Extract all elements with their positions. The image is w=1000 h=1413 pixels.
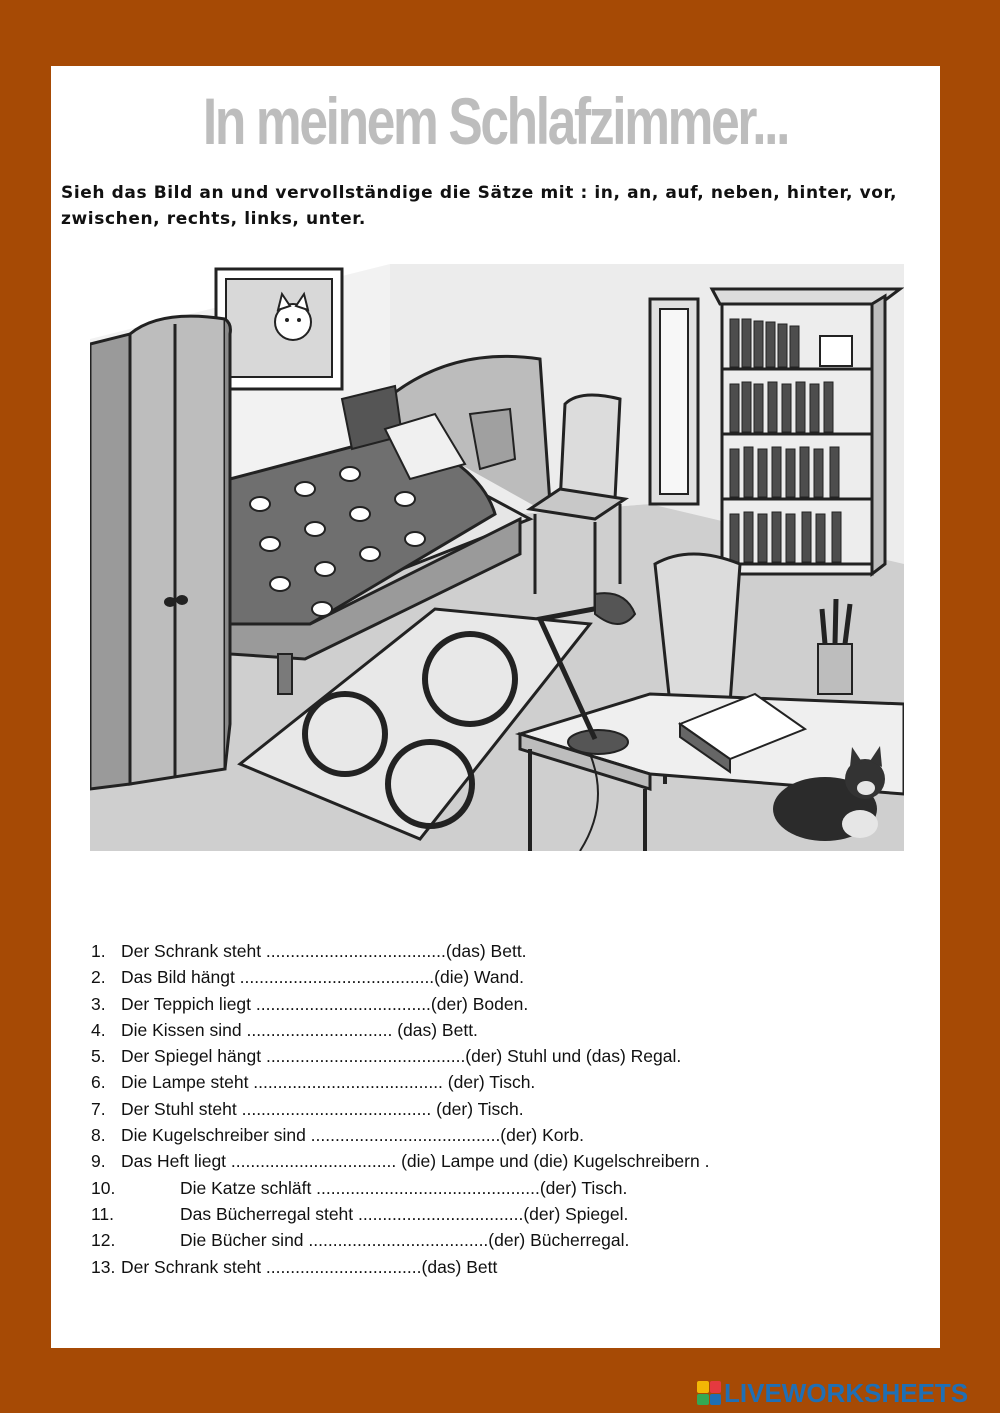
exercise-number: 3. <box>91 993 106 1014</box>
exercise-number: 10. <box>91 1177 116 1198</box>
exercise-sentence: Der Teppich liegt ....................................(der) Boden. <box>121 993 529 1014</box>
exercise-item <box>91 1201 911 1227</box>
exercise-number: 7. <box>91 1098 106 1119</box>
exercise-item <box>91 964 911 990</box>
exercise-sentence: Die Bücher sind .....................................(der) Bücherregal. <box>180 1230 630 1251</box>
brand-text: LIVEWORKSHEETS <box>724 1377 969 1408</box>
exercise-sentence: Der Schrank steht ................................(das) Bett <box>121 1256 498 1277</box>
exercise-item <box>91 1175 911 1201</box>
exercise-list <box>91 938 911 1280</box>
exercise-sentence: Die Katze schläft ..............................................(der) Tisch. <box>180 1177 628 1198</box>
exercise-item <box>91 1227 911 1253</box>
exercise-item <box>91 938 911 964</box>
bookshelf <box>712 289 900 574</box>
exercise-sentence: Der Schrank steht .....................................(das) Bett. <box>121 941 527 961</box>
exercise-sentence: Die Kissen sind .............................. (das) Bett. <box>121 1019 478 1040</box>
exercise-item <box>91 1043 911 1069</box>
exercise-item <box>91 1148 911 1174</box>
exercise-sentence: Der Stuhl steht ....................................... (der) Tisch. <box>121 1098 524 1119</box>
exercise-sentence: Das Heft liegt .................................. (die) Lampe und (die) Kugelschreibern . <box>121 1151 710 1172</box>
exercise-number: 1. <box>91 941 106 961</box>
exercise-number: 4. <box>91 1019 106 1040</box>
mirror <box>650 299 698 504</box>
exercise-number: 11. <box>91 1203 115 1224</box>
exercise-number: 9. <box>91 1151 106 1172</box>
exercise-number: 2. <box>91 967 106 988</box>
instruction-text: Sieh das Bild an und vervollständige die Sätze mit : in, an, auf, neben, hinter, vor, zwischen, rechts, links, unter. <box>61 183 898 229</box>
exercise-item <box>91 1096 911 1122</box>
exercise-sentence: Das Bild hängt ........................................(die) Wand. <box>121 967 524 988</box>
exercise-number: 12. <box>91 1230 116 1251</box>
exercise-sentence: Die Kugelschreiber sind .......................................(der) Korb. <box>121 1125 584 1146</box>
bedroom-illustration <box>90 264 904 851</box>
exercise-item <box>91 1017 911 1043</box>
exercise-item <box>91 991 911 1017</box>
liveworksheets-logo-icon <box>697 1381 721 1405</box>
exercise-sentence: Das Bücherregal steht ..................................(der) Spiegel. <box>180 1203 629 1224</box>
wardrobe <box>90 316 230 789</box>
wall-picture <box>216 269 342 389</box>
exercise-number: 5. <box>91 1046 106 1067</box>
worksheet-page <box>51 66 940 1348</box>
liveworksheets-brand[interactable] <box>697 1377 968 1409</box>
exercise-number: 13. <box>91 1256 116 1277</box>
exercise-sentence: Die Lampe steht ....................................... (der) Tisch. <box>121 1072 536 1093</box>
exercise-item <box>91 1254 911 1280</box>
exercise-sentence: Der Spiegel hängt .........................................(der) Stuhl und (das) Regal. <box>121 1046 682 1067</box>
exercise-number: 8. <box>91 1125 106 1146</box>
exercise-item <box>91 1069 911 1095</box>
exercise-item <box>91 1122 911 1148</box>
exercise-number: 6. <box>91 1072 106 1093</box>
page-title: In meinem Schlafzimmer... <box>202 84 789 158</box>
